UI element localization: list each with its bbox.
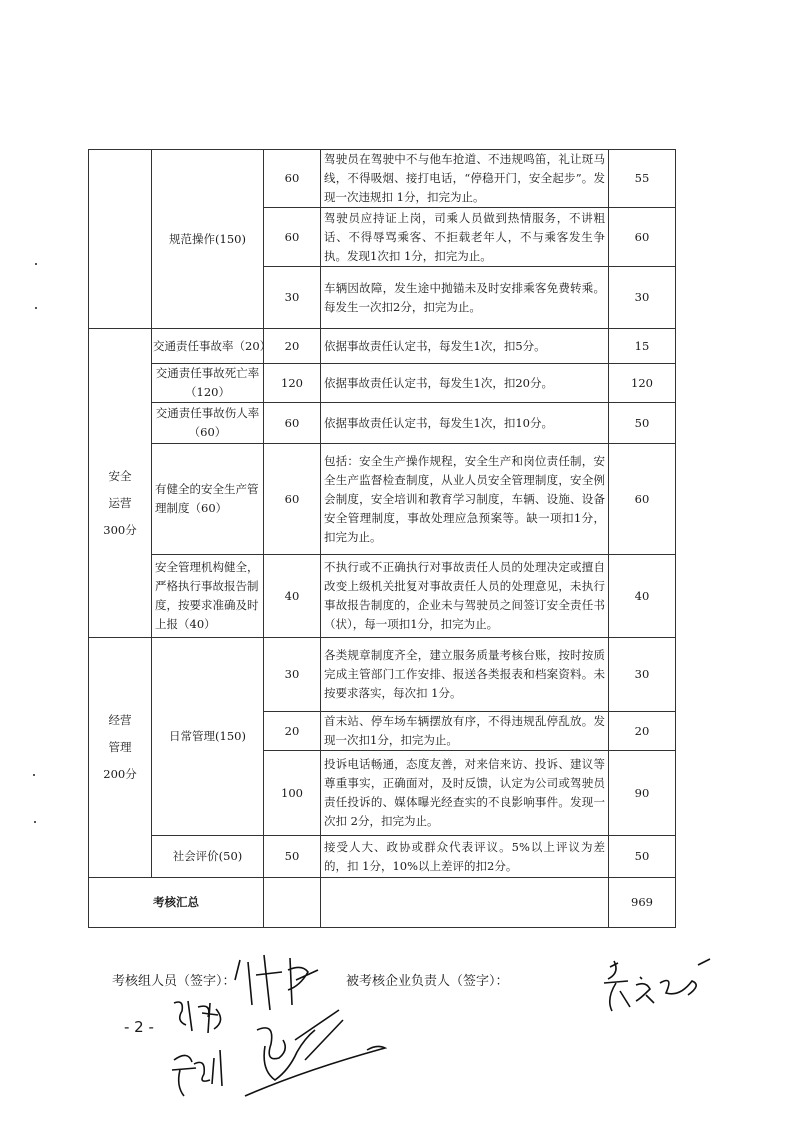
total-score: 969 bbox=[609, 878, 676, 928]
score-cell: 30 bbox=[609, 267, 676, 329]
points-cell: 60 bbox=[264, 403, 321, 444]
points-cell: 60 bbox=[264, 208, 321, 267]
criteria-cell: 不执行或不正确执行对事故责任人员的处理决定或擅自改变上级机关批复对事故责任人员的处理意见，未执行事故报告制度的，企业未与驾驶员之间签订安全责任书（状），每一项扣1分，扣完为止。 bbox=[321, 555, 609, 638]
category-cell bbox=[89, 329, 152, 638]
table-row bbox=[89, 364, 676, 403]
category-line: 运营 bbox=[108, 495, 132, 510]
reviewer-signature-4 bbox=[235, 1000, 385, 1100]
score-cell: 60 bbox=[609, 208, 676, 267]
criteria-cell: 首末站、停车场车辆摆放有序，不得违规乱停乱放。发现一次扣1分，扣完为止。 bbox=[321, 712, 609, 751]
score-cell: 60 bbox=[609, 444, 676, 555]
table-row bbox=[89, 444, 676, 555]
item-cell: 交通责任事故率（20） bbox=[152, 329, 264, 364]
score-cell: 15 bbox=[609, 329, 676, 364]
category-cell bbox=[89, 638, 152, 878]
criteria-cell: 包括：安全生产操作规程，安全生产和岗位责任制，安全生产监督检查制度，从业人员安全管理制度，安全例会制度，安全培训和教育学习制度，车辆、设施、设备安全管理制度，事故处理应急预案等。缺一项扣1分，扣完为止。 bbox=[321, 444, 609, 555]
points-cell: 120 bbox=[264, 364, 321, 403]
company-signature bbox=[600, 955, 720, 1015]
page-number: - 2 - bbox=[124, 1018, 154, 1036]
item-cell: 规范操作(150) bbox=[152, 150, 264, 329]
table-row bbox=[89, 555, 676, 638]
criteria-cell: 驾驶员在驾驶中不与他车抢道、不违规鸣笛，礼让斑马线，不得吸烟、接打电话，“停稳开门，安全起步”。发现一次违规扣 1分，扣完为止。 bbox=[321, 150, 609, 208]
category-line: 安全 bbox=[108, 468, 132, 483]
item-cell: 交通责任事故死亡率（120） bbox=[152, 364, 264, 403]
points-cell: 20 bbox=[264, 329, 321, 364]
table-row bbox=[89, 329, 676, 364]
item-cell: 日常管理(150) bbox=[152, 638, 264, 836]
points-cell: 60 bbox=[264, 150, 321, 208]
criteria-cell: 投诉电话畅通，态度友善，对来信来访、投诉、建议等尊重事实，正确面对，及时反馈，认定为公司或驾驶员责任投诉的、媒体曝光经查实的不良影响事件。发现一次扣 2分，扣完为止。 bbox=[321, 751, 609, 836]
criteria-cell: 驾驶员应持证上岗，司乘人员做到热情服务，不讲粗话、不得辱骂乘客、不拒载老年人，不与乘客发生争执。发现1次扣 1分，扣完为止。 bbox=[321, 208, 609, 267]
category-line: 200分 bbox=[103, 767, 137, 781]
score-cell: 30 bbox=[609, 638, 676, 712]
points-cell: 20 bbox=[264, 712, 321, 751]
table-row bbox=[89, 403, 676, 444]
item-cell: 安全管理机构健全，严格执行事故报告制度，按要求准确及时上报（40） bbox=[152, 555, 264, 638]
score-cell: 55 bbox=[609, 150, 676, 208]
scan-dot bbox=[34, 821, 36, 823]
assessment-table bbox=[88, 149, 676, 928]
criteria-cell: 各类规章制度齐全，建立服务质量考核台账，按时按质完成主管部门工作安排、报送各类报表和档案资料。未按要求落实，每次扣 1分。 bbox=[321, 638, 609, 712]
scan-dot bbox=[35, 263, 37, 265]
criteria-cell: 依据事故责任认定书，每发生1次，扣20分。 bbox=[321, 364, 609, 403]
points-cell: 50 bbox=[264, 836, 321, 878]
scan-dot bbox=[33, 774, 35, 776]
criteria-cell: 依据事故责任认定书，每发生1次，扣5分。 bbox=[321, 329, 609, 364]
item-cell: 交通责任事故伤人率（60） bbox=[152, 403, 264, 444]
table-row bbox=[89, 150, 676, 208]
score-cell: 20 bbox=[609, 712, 676, 751]
table-row bbox=[89, 836, 676, 878]
criteria-cell: 依据事故责任认定书，每发生1次，扣10分。 bbox=[321, 403, 609, 444]
criteria-cell: 车辆因故障，发生途中抛锚未及时安排乘客免费转乘。每发生一次扣2分，扣完为止。 bbox=[321, 267, 609, 329]
scan-dot bbox=[35, 307, 37, 309]
total-label: 考核汇总 bbox=[89, 878, 264, 928]
reviewer-signature-3 bbox=[166, 1040, 246, 1100]
score-cell: 90 bbox=[609, 751, 676, 836]
reviewers-signature-label: 考核组人员（签字）： bbox=[112, 974, 236, 989]
category-cell bbox=[89, 150, 152, 329]
criteria-cell: 接受人大、政协或群众代表评议。5%以上评议为差的，扣 1分，10%以上差评的扣2分。 bbox=[321, 836, 609, 878]
score-cell: 50 bbox=[609, 836, 676, 878]
score-cell: 40 bbox=[609, 555, 676, 638]
score-cell: 120 bbox=[609, 364, 676, 403]
company-signature-label: 被考核企业负责人（签字）： bbox=[346, 974, 509, 989]
total-row bbox=[89, 878, 676, 928]
table-row bbox=[89, 638, 676, 712]
points-cell: 60 bbox=[264, 444, 321, 555]
points-cell: 30 bbox=[264, 638, 321, 712]
category-line: 管理 bbox=[108, 740, 132, 754]
category-line: 300分 bbox=[103, 522, 137, 537]
item-cell: 社会评价(50) bbox=[152, 836, 264, 878]
category-line: 经营 bbox=[108, 713, 132, 727]
total-criteria-cell bbox=[321, 878, 609, 928]
points-cell: 40 bbox=[264, 555, 321, 638]
points-cell: 100 bbox=[264, 751, 321, 836]
score-cell: 50 bbox=[609, 403, 676, 444]
item-cell: 有健全的安全生产管理制度（60） bbox=[152, 444, 264, 555]
total-points-cell bbox=[264, 878, 321, 928]
points-cell: 30 bbox=[264, 267, 321, 329]
